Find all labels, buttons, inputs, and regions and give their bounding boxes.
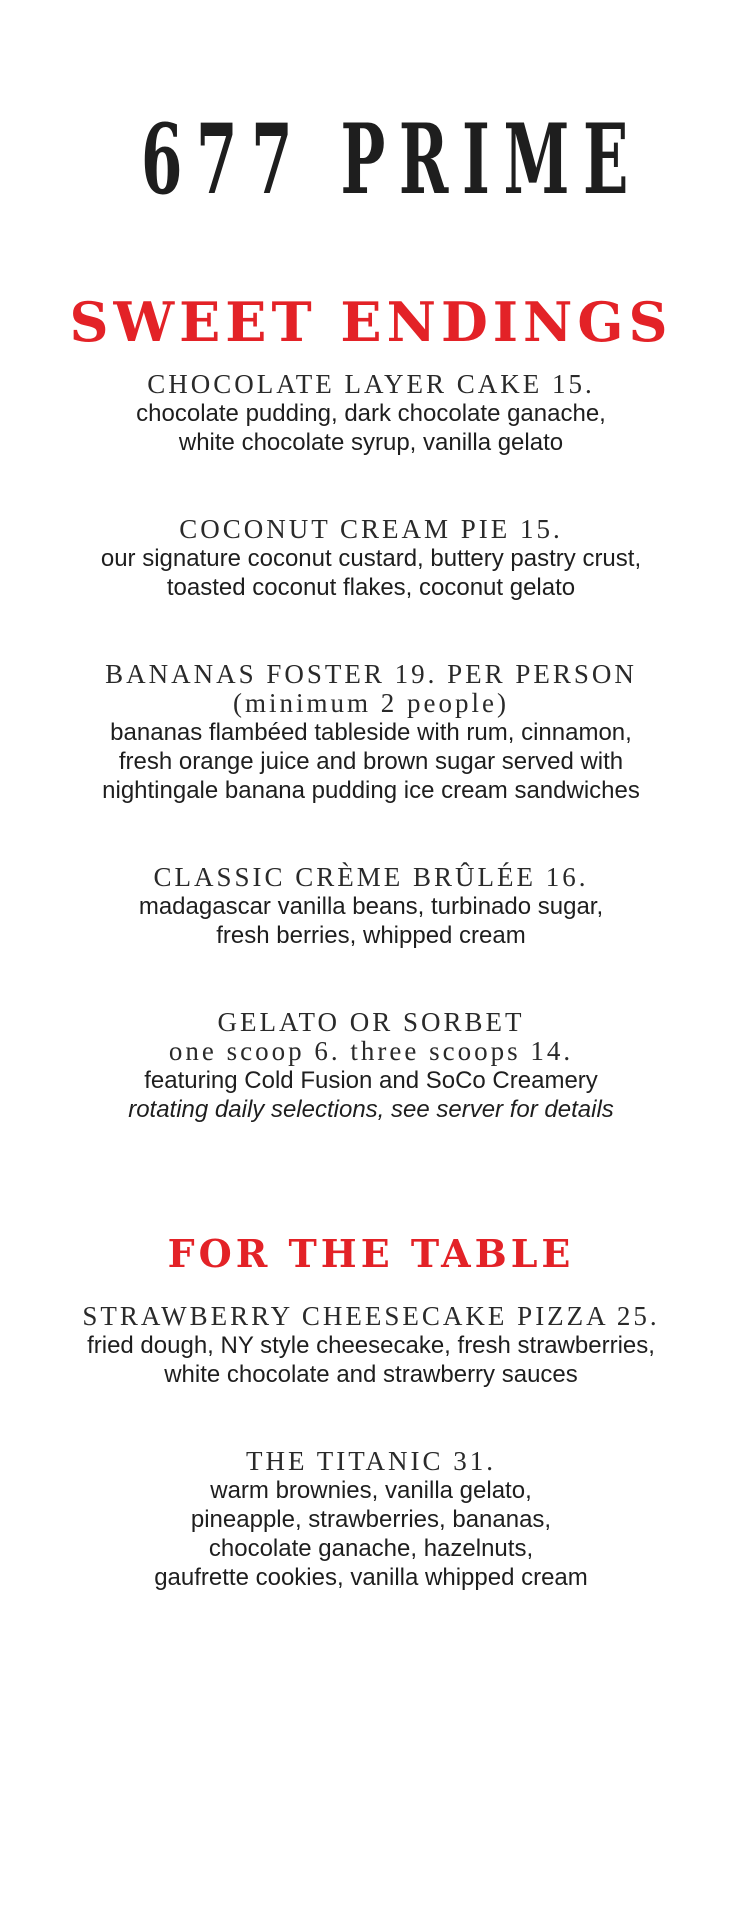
- item-description-line: chocolate ganache, hazelnuts,: [208, 1535, 534, 1562]
- item-description-line: bananas flambéed tableside with rum, cinnamon,: [110, 719, 632, 746]
- section-title-sweet-endings: SWEET ENDINGS: [69, 290, 673, 354]
- item-description-line: white chocolate and strawberry sauces: [164, 1361, 578, 1388]
- menu-item-strawberry-cheesecake-pizza: [0, 1302, 742, 1389]
- item-subtitle: one scoop 6. three scoops 14.: [168, 1036, 574, 1066]
- section-title-for-the-table: FOR THE TABLE: [167, 1231, 575, 1276]
- item-description-line: toasted coconut flakes, coconut gelato: [166, 574, 576, 601]
- item-name: COCONUT CREAM PIE 15.: [179, 514, 563, 544]
- item-name: CLASSIC CRÈME BRÛLÉE 16.: [153, 862, 589, 892]
- item-description-line: chocolate pudding, dark chocolate ganache,: [136, 400, 606, 427]
- menu-item-gelato-or-sorbet: [0, 1008, 742, 1124]
- menu-item-chocolate-layer-cake: [0, 370, 742, 457]
- item-subtitle: (minimum 2 people): [233, 688, 509, 718]
- item-name: BANANAS FOSTER 19. PER PERSON: [105, 659, 637, 689]
- menu-item-bananas-foster: [0, 660, 742, 805]
- item-note: rotating daily selections, see server for details: [128, 1096, 614, 1123]
- item-description-line: pineapple, strawberries, bananas,: [190, 1506, 552, 1533]
- menu-item-the-titanic: [0, 1447, 742, 1592]
- item-description-line: gaufrette cookies, vanilla whipped cream: [154, 1564, 588, 1591]
- item-name: STRAWBERRY CHEESECAKE PIZZA 25.: [82, 1301, 660, 1331]
- restaurant-logo: 677 PRIME: [140, 103, 643, 216]
- item-name: GELATO OR SORBET: [217, 1007, 525, 1037]
- item-name: CHOCOLATE LAYER CAKE 15.: [147, 369, 595, 399]
- item-description-line: madagascar vanilla beans, turbinado sugar,: [138, 893, 604, 920]
- item-name: THE TITANIC 31.: [245, 1446, 497, 1476]
- menu-item-creme-brulee: [0, 863, 742, 950]
- item-description-line: white chocolate syrup, vanilla gelato: [178, 429, 564, 456]
- item-description-line: fried dough, NY style cheesecake, fresh strawberries,: [87, 1332, 655, 1359]
- item-description-line: fresh orange juice and brown sugar served with: [118, 748, 624, 775]
- item-description-line: warm brownies, vanilla gelato,: [210, 1477, 532, 1504]
- item-description-line: featuring Cold Fusion and SoCo Creamery: [144, 1067, 598, 1094]
- item-description-line: nightingale banana pudding ice cream sandwiches: [102, 777, 640, 804]
- menu-item-coconut-cream-pie: [0, 515, 742, 602]
- item-description-line: our signature coconut custard, buttery pastry crust,: [100, 545, 642, 572]
- item-description-line: fresh berries, whipped cream: [216, 922, 526, 949]
